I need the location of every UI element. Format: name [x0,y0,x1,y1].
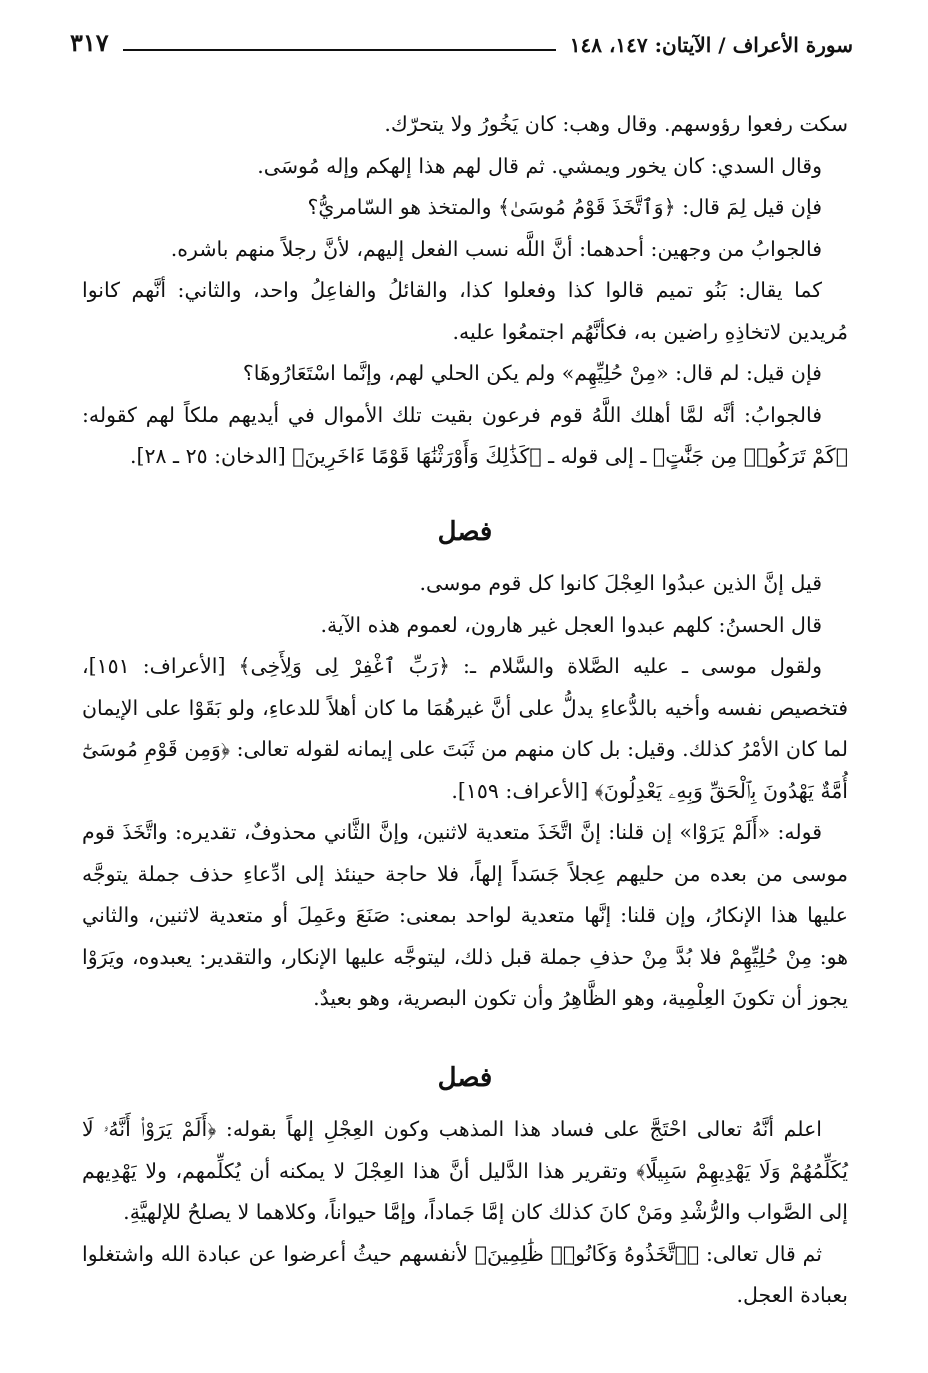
header-rule [123,49,556,51]
paragraph: فالجوابُ: أنَّه لمَّا أهلك اللَّهُ قوم فرعون بقيت تلك الأموال في أيديهم ملكاً لهم كقوله: ﴿كَمْ تَرَكُوا۟ مِن جَنَّٰتٍ﴾ ـ إلى قوله ـ ﴿كَذَٰلِكَ وَأَوْرَثْنَٰهَا قَوْمًا ءَاخَرِينَ﴾ [الدخان: ٢٥ ـ ٢٨]. [82,402,848,468]
paragraph: اعلم أنَّهُ تعالى احْتَجَّ على فساد هذا المذهب وكون العِجْلِ إلهاً بقوله: ﴿أَلَمْ يَرَوْا۟ أَنَّهُۥ لَا يُكَلِّمُهُمْ وَلَا يَهْدِيهِمْ سَبِيلًا﴾ وتقرير هذا الدَّليل أنَّ هذا العِجْلَ لا يمكنه أن يُكلِّمهم، ولا يَهْدِيهم إلى الصَّواب والرُّشْدِ ومَنْ كانَ كذلك كان إمَّا جَماداً، وإمَّا حيواناً، وكلاهما لا يصلحُ للإلهيَّةِ. [82,1117,848,1224]
page-header [70,28,853,57]
paragraph: سكت رفعوا رؤوسهم. وقال وهب: كان يَخُورُ ولا يتحرّك. [384,112,848,136]
paragraph: فإن قيل: لم قال: «مِنْ حُلِيِّهِم» ولم يكن الحلي لهم، وإنَّما اسْتَعَارُوهَا؟ [242,361,822,385]
paragraph: قال الحسنُ: كلهم عبدوا العجل غير هارون، لعموم هذه الآية. [320,612,822,637]
section-heading: فصل [437,516,493,547]
paragraph: فالجوابُ من وجهين: أحدهما: أنَّ اللَّه نسب الفعل إليهم، لأنَّ رجلاً منهم باشره. [170,236,822,261]
paragraph: ثم قال تعالى: ﴿ٱتَّخَذُوهُ وَكَانُوا۟ ظَٰلِمِينَ﴾ لأنفسهم حيثُ أعرضوا عن عبادة الله واشتغلوا بعبادة العجل. [82,1241,848,1307]
page-body [82,104,848,1317]
paragraph: فإن قيل لِمَ قال: ﴿وَٱتَّخَذَ قَوْمُ مُوسَىٰ﴾ والمتخذ هو السّامريُّ؟ [307,195,822,219]
running-title: سورة الأعراف / الآيتان: ١٤٧، ١٤٨ [569,33,853,57]
page-number: ٣١٧ [70,28,109,57]
paragraph: وقال السدي: كان يخور ويمشي. ثم قال لهم هذا إلهكم وإله مُوسَى. [257,153,822,178]
paragraph: ولقول موسى ـ عليه الصَّلاة والسَّلام ـ: ﴿رَبِّ ٱغْفِرْ لِى وَلِأَخِى﴾ [الأعراف: ١٥١]، فتخصيص نفسه وأخيه بالدُّعاءِ يدلُّ على أنَّ غيرهُمَا ما كان أهلاً للدعاءِ، ولو بَقَوْا على الإيمان لما كان الأمْرُ كذلك. وقيل: بل كان منهم من ثَبَتَ على إيمانه لقوله تعالى: ﴿وَمِن قَوْمِ مُوسَىٰٓ أُمَّةٌ يَهْدُونَ بِٱلْحَقِّ وَبِهِۦ يَعْدِلُونَ﴾ [الأعراف: ١٥٩]. [82,654,848,803]
section-heading: فصل [437,1062,493,1093]
paragraph: قوله: «أَلَمْ يَرَوْا» إن قلنا: إنَّ اتَّخَذَ متعدية لاثنين، وإنَّ الثَّاني محذوفٌ، تقديره: واتَّخَذَ قوم موسى من بعده من حليهم عِجلاً جَسَداً إلهاً، فلا حاجة حينئذ إلى ادِّعاءِ حذف جملة يتوجَّه عليها هذا الإنكارُ، وإن قلنا: إنَّها متعدية لواحد بمعنى: صَنَعَ وعَمِلَ أو متعدية لاثنين، والثاني هو: مِنْ حُلِيِّهِمْ فلا بُدَّ مِنْ حذفِ جملة قبل ذلك، ليتوجَّه عليها الإنكار، والتقدير: يعبدوه، ويَرَوْا يجوز أن تكونَ العِلْمِية، وهو الظَّاهِرُ وأن تكون البصرية، وهو بعيدٌ. [82,820,848,1010]
paragraph: قيل إنَّ الذين عبدُوا العِجْلَ كانوا كل قوم موسى. [419,571,822,595]
paragraph: كما يقال: بَنُو تميم قالوا كذا وفعلوا كذا، والقائلُ والفاعِلُ واحد، والثاني: أنَّهم كانوا مُريدين لاتخاذِهِ راضين به، فكأنَّهُم اجتمعُوا عليه. [82,278,848,344]
